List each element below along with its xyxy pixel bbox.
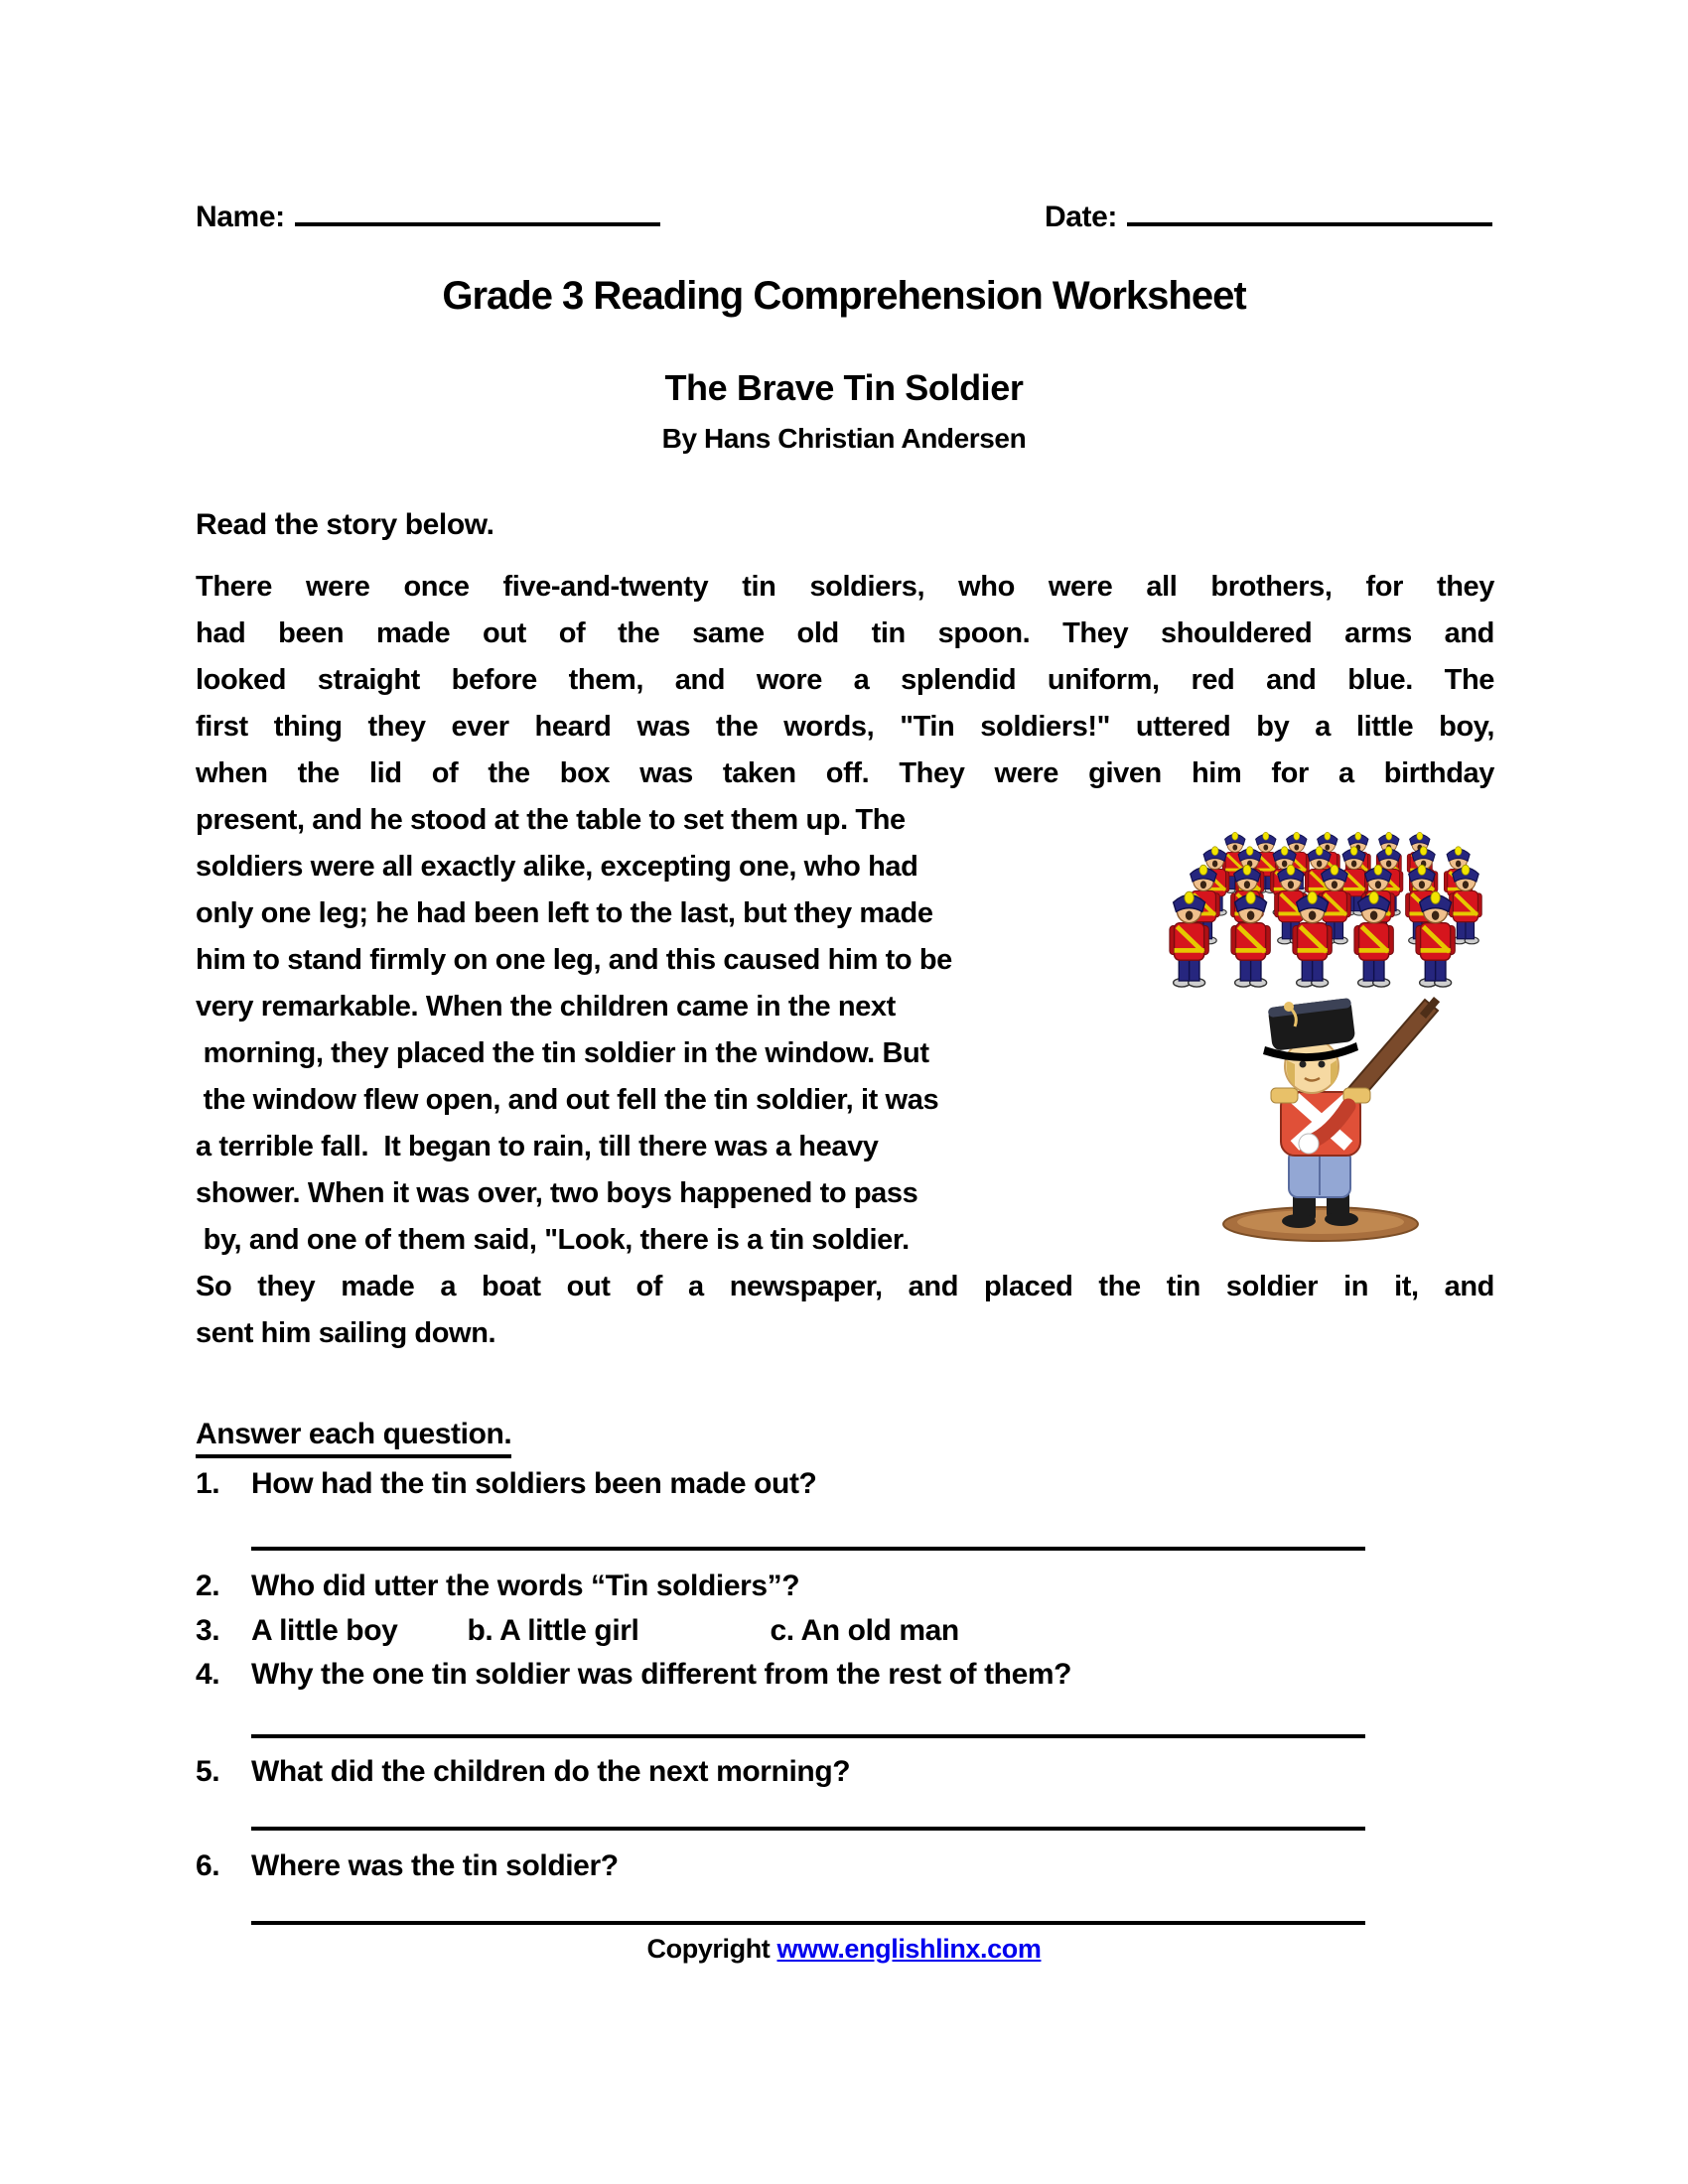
story-line: only one leg; he had been left to the last, but they made (196, 897, 933, 929)
date-field (1045, 201, 1492, 234)
question-3 (196, 1614, 959, 1648)
answer-line-6[interactable] (251, 1921, 1365, 1925)
answer-line-1[interactable] (251, 1547, 1365, 1551)
story-line: There were once five-and-twenty tin soldiers, who were all brothers, for they (196, 571, 1494, 603)
story-line: present, and he stood at the table to set them up. The (196, 804, 906, 836)
question-text: How had the tin soldiers been made out? (251, 1467, 817, 1500)
story-line: the window flew open, and out fell the tin soldier, it was (196, 1084, 939, 1116)
story-line: shower. When it was over, two boys happened to pass (196, 1177, 918, 1209)
story-line: looked straight before them, and wore a splendid uniform, red and blue. The (196, 664, 1494, 696)
story-line: him to stand firmly on one leg, and this caused him to be (196, 944, 952, 976)
question-text: Why the one tin soldier was different from the rest of them? (251, 1658, 1072, 1691)
answer-line-4[interactable] (251, 1734, 1365, 1738)
story-line: first thing they ever heard was the words, "Tin soldiers!" uttered by a little boy, (196, 711, 1494, 743)
tin-soldier-illustration (1199, 995, 1456, 1251)
story-line: soldiers were all exactly alike, excepting one, who had (196, 851, 918, 883)
question-4 (196, 1658, 1071, 1692)
story-line: very remarkable. When the children came in the next (196, 991, 896, 1023)
footer (0, 1934, 1688, 1965)
choice-a[interactable]: A little boy (251, 1614, 398, 1647)
question-text: Who did utter the words “Tin soldiers”? (251, 1570, 800, 1602)
story-line: morning, they placed the tin soldier in the window. But (196, 1037, 929, 1069)
question-number: 1. (196, 1467, 220, 1500)
tin-soldiers-group-illustration (1160, 827, 1513, 1004)
name-label: Name: (196, 201, 285, 233)
page-title: Grade 3 Reading Comprehension Worksheet (442, 274, 1246, 318)
question-1 (196, 1467, 816, 1501)
question-2 (196, 1570, 799, 1603)
question-6 (196, 1849, 619, 1883)
answer-line-5[interactable] (251, 1827, 1365, 1831)
answer-instruction: Answer each question. (196, 1418, 511, 1458)
date-blank-line[interactable] (1127, 216, 1492, 226)
name-blank-line[interactable] (295, 216, 660, 226)
question-number: 5. (196, 1755, 220, 1788)
question-text: Where was the tin soldier? (251, 1849, 619, 1882)
date-label: Date: (1045, 201, 1118, 233)
story-line: sent him sailing down. (196, 1317, 496, 1349)
question-number: 6. (196, 1849, 220, 1882)
story-title: The Brave Tin Soldier (664, 367, 1024, 408)
choice-b[interactable]: b. A little girl (467, 1614, 639, 1647)
story-author: By Hans Christian Andersen (661, 423, 1027, 454)
question-text: What did the children do the next morning? (251, 1755, 851, 1788)
story-line: So they made a boat out of a newspaper, and placed the tin soldier in it, and (196, 1271, 1494, 1302)
story-line: when the lid of the box was taken off. They were given him for a birthday (196, 757, 1494, 789)
story-line: by, and one of them said, "Look, there is a tin soldier. (196, 1224, 910, 1256)
question-number: 4. (196, 1658, 220, 1691)
story-line: a terrible fall. It began to rain, till there was a heavy (196, 1131, 879, 1162)
story-line: had been made out of the same old tin spoon. They shouldered arms and (196, 617, 1494, 649)
name-field (196, 201, 660, 234)
read-instruction: Read the story below. (196, 508, 494, 541)
choice-c[interactable]: c. An old man (770, 1614, 959, 1647)
question-number: 2. (196, 1570, 220, 1602)
question-number: 3. (196, 1614, 220, 1647)
question-5 (196, 1755, 850, 1789)
englishlinx-link[interactable]: www.englishlinx.com (776, 1934, 1042, 1964)
copyright-label: Copyright (646, 1934, 777, 1964)
